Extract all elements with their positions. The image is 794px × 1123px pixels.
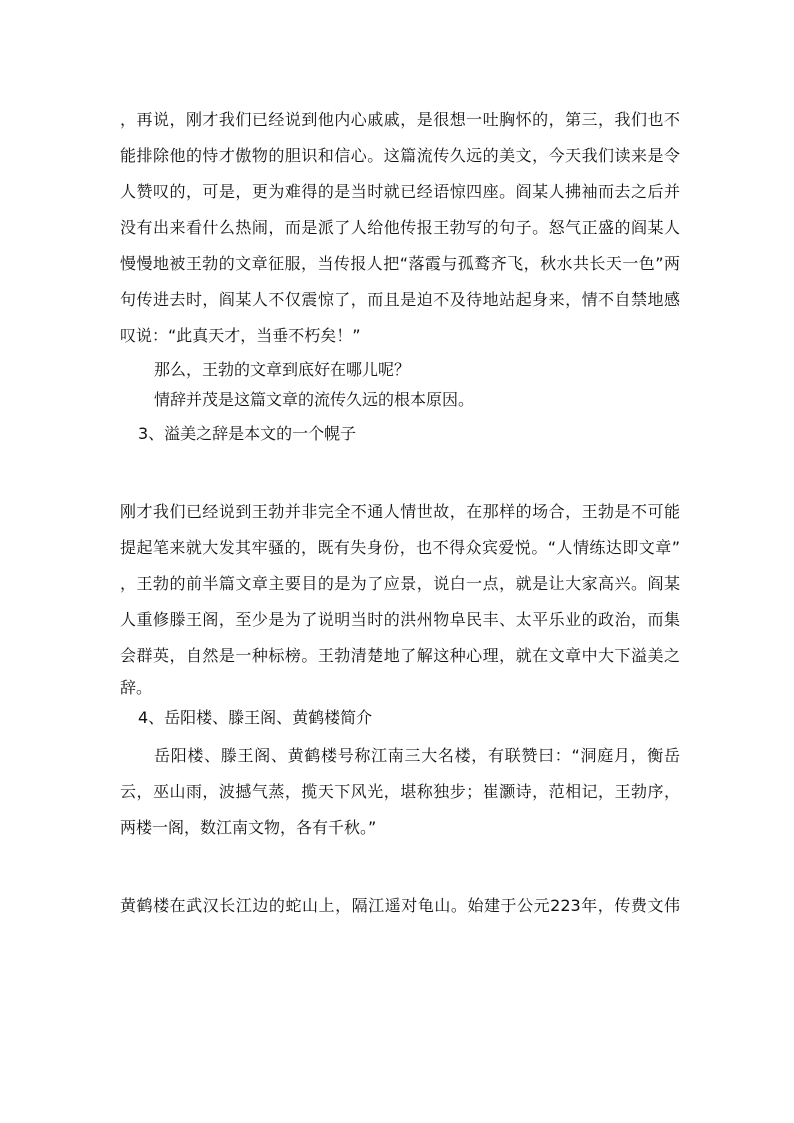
paragraph3-line-1: 岳阳楼、滕王阁、黄鹤楼号称江南三大名楼，有联赞曰：“洞庭月，衡岳	[154, 746, 680, 765]
section-heading-4: 4、岳阳楼、滕王阁、黄鹤楼简介	[138, 708, 373, 727]
paragraph4-line-1: 黄鹤楼在武汉长江边的蛇山上，隔江遥对龟山。始建于公元223年，传费文伟	[120, 896, 680, 915]
paragraph3-line-3: 两楼一阁，数江南文物，各有千秋。”	[120, 818, 377, 837]
paragraph2-line-4: 人重修滕王阁，至少是为了说明当时的洪州物阜民丰、太平乐业的政治，而集	[120, 610, 680, 629]
paragraph-line-2: 能排除他的恃才傲物的胆识和信心。这篇流传久远的美文，今天我们读来是令	[120, 146, 680, 165]
answer-line: 情辞并茂是这篇文章的流传久远的根本原因。	[154, 390, 475, 409]
paragraph2-line-1: 刚才我们已经说到王勃并非完全不通人情世故，在那样的场合，王勃是不可能	[120, 502, 680, 521]
paragraph2-line-6: 辞。	[120, 678, 153, 697]
section-heading-3: 3、溢美之辞是本文的一个幌子	[138, 424, 357, 443]
paragraph3-line-2: 云，巫山雨，波撼气蒸，揽天下风光，堪称独步；崔灏诗，范相记，王勃序，	[120, 782, 680, 801]
paragraph-line-7: 叹说：“此真天才，当垂不朽矣！”	[120, 326, 361, 345]
paragraph-line-4: 没有出来看什么热闹，而是派了人给他传报王勃写的句子。怒气正盛的阎某人	[120, 218, 680, 237]
paragraph2-line-3: ，王勃的前半篇文章主要目的是为了应景，说白一点，就是让大家高兴。阎某	[120, 574, 680, 593]
paragraph2-line-5: 会群英，自然是一种标榜。王勃清楚地了解这种心理，就在文章中大下溢美之	[120, 646, 680, 665]
question-line: 那么，王勃的文章到底好在哪儿呢？	[154, 360, 411, 379]
paragraph-line-5: 慢慢地被王勃的文章征服，当传报人把“落霞与孤鹜齐飞，秋水共长天一色”两	[120, 254, 680, 273]
paragraph-line-1: ，再说，刚才我们已经说到他内心戚戚，是很想一吐胸怀的，第三，我们也不	[120, 110, 680, 129]
paragraph-line-6: 句传进去时，阎某人不仅震惊了，而且是迫不及待地站起身来，情不自禁地感	[120, 290, 680, 309]
paragraph2-line-2: 提起笔来就大发其牢骚的，既有失身份，也不得众宾爱悦。“人情练达即文章”	[120, 538, 680, 557]
paragraph-line-3: 人赞叹的，可是，更为难得的是当时就已经语惊四座。阎某人拂袖而去之后并	[120, 182, 680, 201]
